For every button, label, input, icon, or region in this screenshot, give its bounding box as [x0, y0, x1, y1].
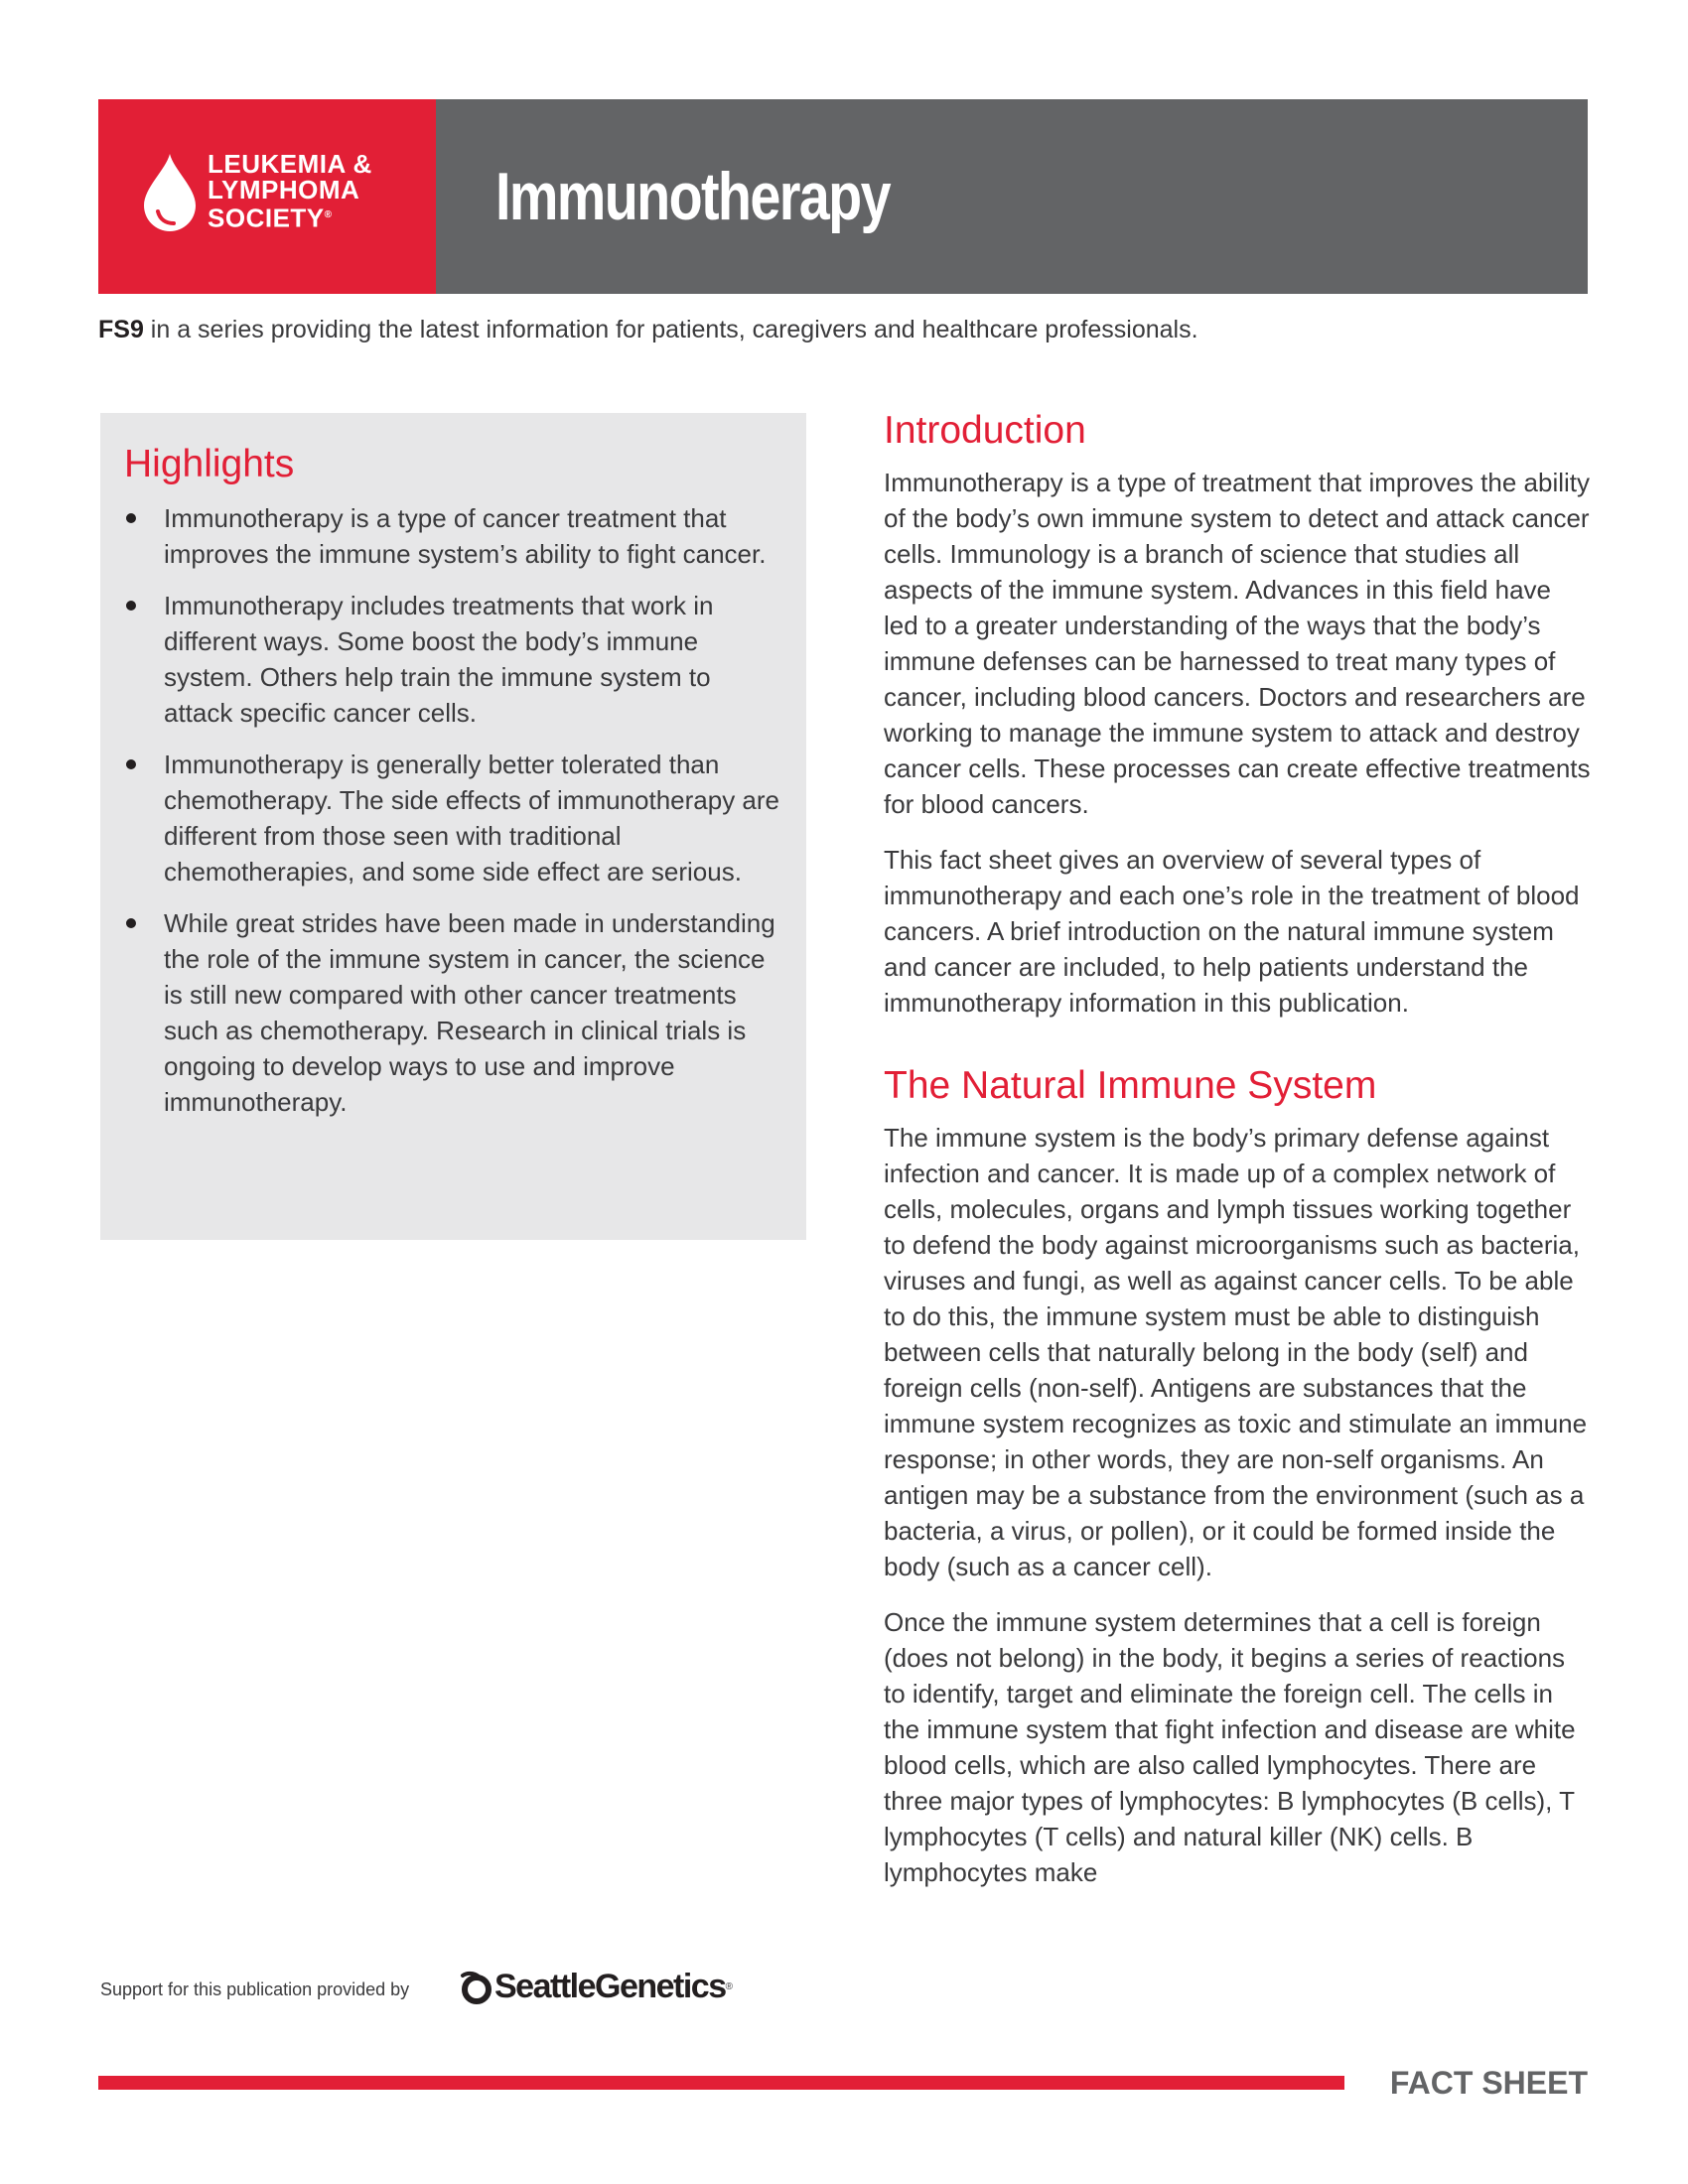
- support-note: Support for this publication provided by: [100, 1979, 410, 1999]
- introduction-paragraph: This fact sheet gives an overview of several types of immunotherapy and each one’s role in the treatment of blood cancers. A brief introduction on the natural immune system and cancer are included, to help patients understand the immunotherapy information in this publication.: [884, 845, 1580, 1018]
- highlight-text: While great strides have been made in understanding the role of the immune system in cancer, the science is still new compared with other cancer treatments such as chemotherapy. Research in clinical trials is ongoing to develop ways to use and improve immunotherapy.: [164, 908, 775, 1117]
- introduction-paragraph: Immunotherapy is a type of treatment that improves the ability of the body’s own immune system to detect and attack cancer cells. Immunology is a branch of science that studies all aspects of the immune system. Advances in this field have led to a greater understanding of the ways that the body’s immune defenses can be harnessed to treat many types of cancer, including blood cancers. Doctors and researchers are working to manage the immune system to attack and destroy cancer cells. These processes can create effective treatments for blood cancers.: [884, 468, 1591, 819]
- footer-label: FACT SHEET: [1389, 2065, 1588, 2101]
- series-code: FS9: [98, 316, 144, 343]
- series-line: [98, 316, 1198, 344]
- highlight-item: [124, 500, 782, 572]
- highlight-item: [124, 747, 782, 889]
- introduction-title: Introduction: [884, 409, 1086, 452]
- brand-name-line-3: SOCIETY: [208, 203, 325, 233]
- header-banner: [98, 99, 1588, 294]
- series-description: in a series providing the latest information for patients, caregivers and healthcare professionals.: [143, 316, 1198, 343]
- highlight-item: [124, 905, 782, 1120]
- sponsor-trademark: ®: [725, 1981, 733, 1992]
- brand-trademark: ®: [324, 209, 333, 220]
- page-title: Immunotherapy: [495, 159, 890, 234]
- footer-bar: [98, 2076, 1344, 2090]
- title-bar: [436, 99, 1588, 294]
- highlight-text: Immunotherapy includes treatments that work in different ways. Some boost the body’s immune system. Others help train the immune system to attack specific cancer cells.: [164, 591, 714, 728]
- brand-name-line-2: LYMPHOMA: [208, 175, 360, 205]
- natural-immune-system-section: [884, 1062, 1591, 1890]
- highlights-list: [124, 500, 782, 1120]
- natural-immune-system-title: The Natural Immune System: [884, 1064, 1377, 1107]
- main-column: [884, 407, 1591, 1910]
- brand-logo-block: [98, 99, 436, 294]
- highlight-text: Immunotherapy is generally better tolerated than chemotherapy. The side effects of immunotherapy are different from those seen with traditional chemotherapies, and some side effect are serious.: [164, 750, 780, 887]
- brand-name: [208, 151, 372, 231]
- highlights-box: [100, 413, 806, 1240]
- natural-immune-system-paragraph: The immune system is the body’s primary defense against infection and cancer. It is made up of a complex network of cells, molecules, organs and lymph tissues working together to defend the body against microorganisms such as bacteria, viruses and fungi, as well as against cancer cells. To be able to do this, the immune system must be able to distinguish between cells that naturally belong in the body (self) and foreign cells (non-self). Antigens are substances that the immune system recognizes as toxic and stimulate an immune response; in other words, they are non-self organisms. An antigen may be a substance from the environment (such as a bacteria, a virus, or pollen), or it could be formed inside the body (such as a cancer cell).: [884, 1123, 1588, 1581]
- highlights-title: Highlights: [124, 443, 295, 485]
- highlight-text: Immunotherapy is a type of cancer treatment that improves the immune system’s ability to fight cancer.: [164, 503, 767, 569]
- blood-drop-icon: [144, 154, 196, 231]
- bullet-icon: [126, 759, 136, 769]
- bullet-icon: [126, 513, 136, 523]
- bullet-icon: [126, 601, 136, 611]
- highlight-item: [124, 588, 782, 731]
- sponsor-name: SeattleGenetics: [494, 1968, 726, 2005]
- natural-immune-system-paragraph: Once the immune system determines that a cell is foreign (does not belong) in the body, it begins a series of reactions to identify, target and eliminate the foreign cell. The cells in the immune system that fight infection and disease are white blood cells, which are also called lymphocytes. There are three major types of lymphocytes: B lymphocytes (B cells), T lymphocytes (T cells) and natural killer (NK) cells. B lymphocytes make: [884, 1607, 1576, 1887]
- introduction-section: [884, 407, 1591, 1021]
- seattle-genetics-swirl-icon: [459, 1970, 494, 2005]
- brand-name-line-1: LEUKEMIA &: [208, 149, 372, 179]
- sponsor-logo: [459, 1968, 733, 2006]
- bullet-icon: [126, 918, 136, 928]
